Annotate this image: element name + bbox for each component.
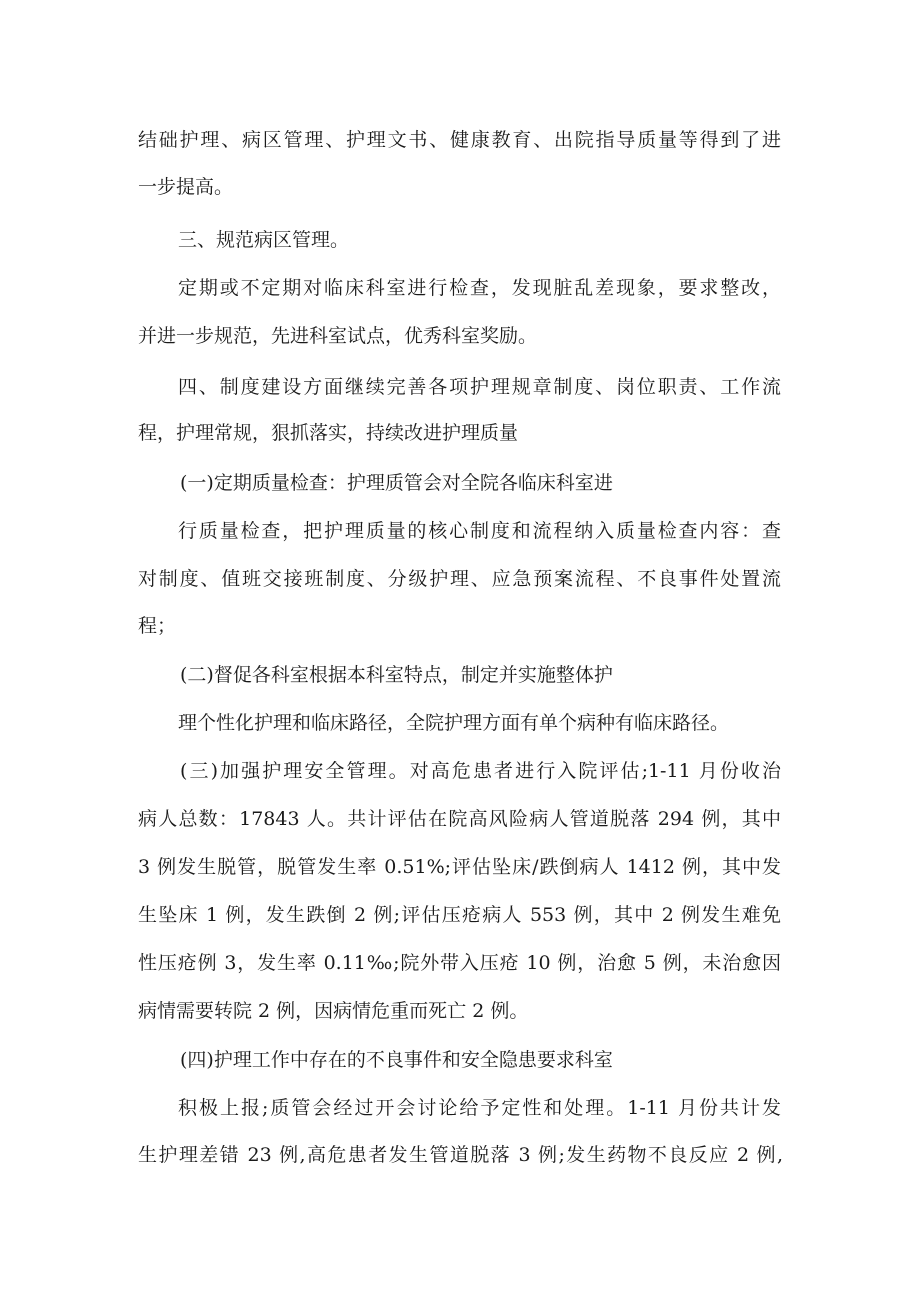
paragraph-line: 程，护理常规，狠抓落实，持续改进护理质量 — [138, 422, 519, 444]
subsection-heading: (三)加强护理安全管理。对高危患者进行入院评估;1-11 月份收治 — [180, 760, 781, 782]
paragraph-line: 程； — [138, 615, 177, 637]
paragraph-line: 生坠床 1 例，发生跌倒 2 例;评估压疮病人 553 例，其中 2 例发生难免 — [138, 904, 781, 926]
paragraph-line: 3 例发生脱管，脱管发生率 0.51%;评估坠床/跌倒病人 1412 例，其中发 — [138, 856, 781, 878]
paragraph-line: 结础护理、病区管理、护理文书、健康教育、出院指导质量等得到了进 — [138, 129, 781, 151]
paragraph-line: 积极上报;质管会经过开会讨论给予定性和处理。1-11 月份共计发 — [178, 1097, 781, 1119]
paragraph-line: 行质量检查，把护理质量的核心制度和流程纳入质量检查内容：查 — [178, 520, 781, 542]
paragraph-line: 病情需要转院 2 例，因病情危重而死亡 2 例。 — [138, 1000, 529, 1022]
paragraph-line: 一步提高。 — [138, 176, 234, 198]
subsection-heading: (二)督促各科室根据本科室特点，制定并实施整体护 — [180, 664, 613, 686]
paragraph-line: 定期或不定期对临床科室进行检查，发现脏乱差现象，要求整改， — [178, 277, 781, 299]
paragraph-line: 对制度、值班交接班制度、分级护理、应急预案流程、不良事件处置流 — [138, 568, 781, 590]
paragraph-line: 并进一步规范，先进科室试点，优秀科室奖励。 — [138, 325, 538, 347]
paragraph-line: 性压疮例 3，发生率 0.11‰;院外带入压疮 10 例，治愈 5 例，未治愈因 — [138, 952, 781, 974]
paragraph-line: 生护理差错 23 例,高危患者发生管道脱落 3 例;发生药物不良反应 2 例, — [138, 1144, 783, 1166]
section-heading: 三、规范病区管理。 — [178, 229, 350, 251]
section-heading: 四、制度建设方面继续完善各项护理规章制度、岗位职责、工作流 — [178, 376, 781, 398]
subsection-heading: (四)护理工作中存在的不良事件和安全隐患要求科室 — [180, 1049, 613, 1071]
paragraph-line: 病人总数：17843 人。共计评估在院高风险病人管道脱落 294 例，其中 — [138, 808, 781, 830]
paragraph-line: 理个性化护理和临床路径，全院护理方面有单个病种有临床路径。 — [178, 712, 730, 734]
subsection-heading: (一)定期质量检查：护理质管会对全院各临床科室进 — [180, 472, 613, 494]
